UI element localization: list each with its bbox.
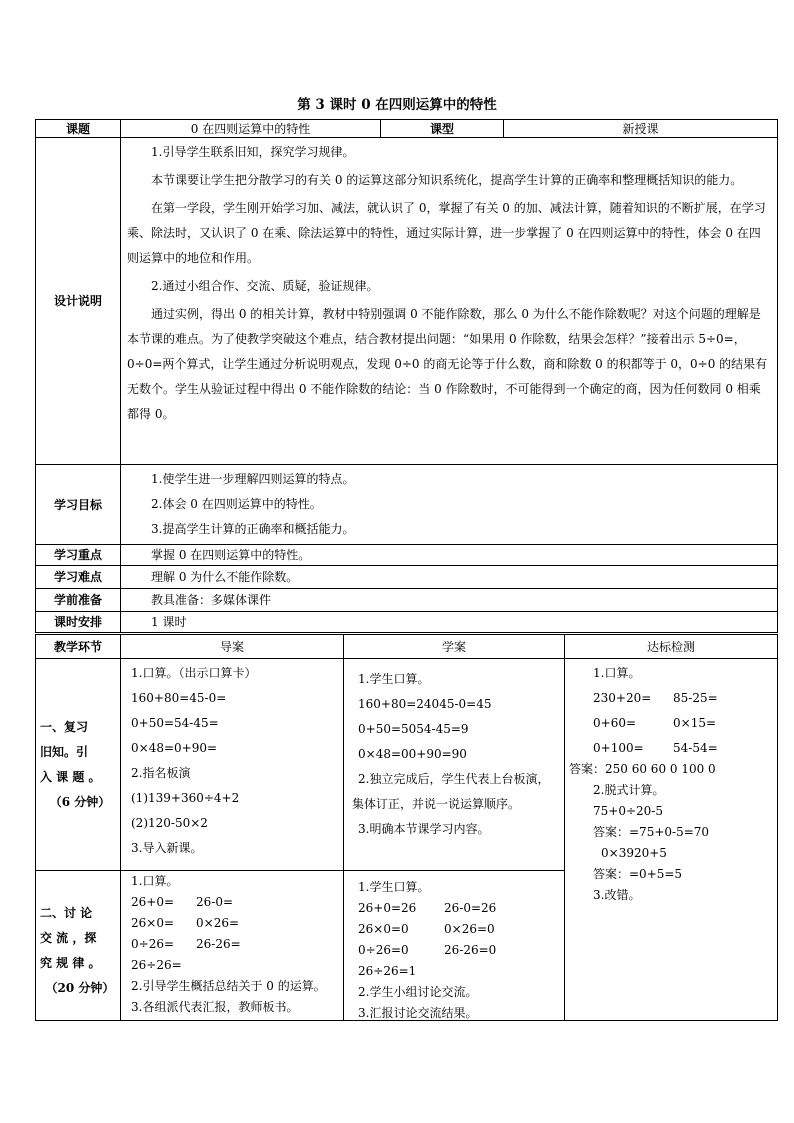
goals-content bbox=[121, 465, 778, 545]
design-content bbox=[121, 138, 778, 465]
guide-line: (1)139+360÷4+2 bbox=[131, 791, 240, 805]
guide-line: 26-0= bbox=[196, 895, 234, 909]
teaching-stages-table bbox=[35, 634, 778, 1021]
design-para-4: 2.通过小组合作、交流、质疑，验证规律。 bbox=[151, 279, 379, 293]
check-l1: 1.口算。 bbox=[593, 666, 641, 680]
check-a1: 230+20= bbox=[593, 691, 652, 705]
check-l3: 3.改错。 bbox=[593, 888, 641, 902]
stage2-label: 二、讨 论 交 流 ，探 究 规 律 。 （20 分钟） bbox=[36, 871, 121, 1021]
design-para-1: 1.引导学生联系旧知，探究学习规律。 bbox=[151, 145, 355, 159]
difficulty-value: 理解 0 为什么不能作除数。 bbox=[121, 566, 778, 589]
check-b3: 54-54= bbox=[673, 741, 718, 755]
stage2-guide bbox=[121, 871, 344, 1021]
label-type: 课型 bbox=[381, 120, 504, 138]
topic-value: 0 在四则运算中的特性 bbox=[121, 120, 381, 138]
goal-item: 2.体会 0 在四则运算中的特性。 bbox=[151, 497, 322, 511]
col-guide-header: 导案 bbox=[121, 635, 344, 659]
guide-line: 160+80=45-0= bbox=[131, 691, 227, 705]
study-line: 26-0=26 bbox=[444, 901, 497, 915]
guide-line: 2.指名板演 bbox=[131, 766, 191, 780]
design-para-3: 在第一学段，学生刚开始学习加、减法，就认识了 0，掌握了有关 0 的加、减法计算，随着知识的不断扩展，在学习乘、除法时，又认识了 0 在乘、除法运算中的特性，通过实际计算，进一步掌握了 0 在四则运算中的特性，体会 0 在四则运算中的地位和作用。 bbox=[127, 201, 766, 265]
check-b1: 85-25= bbox=[673, 691, 718, 705]
check-e2: 0×3920+5 bbox=[601, 846, 667, 860]
guide-line: 2.引导学生概括总结关于 0 的运算。 bbox=[131, 979, 326, 993]
study-line: 0÷26=0 bbox=[358, 943, 409, 957]
stage1-label: 一、复习 旧知。引 入 课 题 。 （6 分钟） bbox=[36, 659, 121, 871]
guide-line: 26÷26= bbox=[131, 958, 182, 972]
check-answer-2: 答案：=75+0-5=70 bbox=[593, 825, 710, 839]
label-goals: 学习目标 bbox=[36, 465, 121, 545]
lesson-info-table bbox=[35, 119, 778, 633]
label-key-point: 学习重点 bbox=[36, 545, 121, 566]
study-line: 0×26=0 bbox=[444, 922, 495, 936]
label-design: 设计说明 bbox=[36, 138, 121, 465]
guide-line: 1.口算。 bbox=[131, 874, 179, 888]
guide-line: 26+0= bbox=[131, 895, 175, 909]
goal-item: 1.使学生进一步理解四则运算的特点。 bbox=[151, 472, 355, 486]
study-line: 0+50=5054-45=9 bbox=[358, 722, 469, 736]
col-check-header: 达标检测 bbox=[565, 635, 778, 659]
check-answer-1: 答案：250 60 60 0 100 0 bbox=[569, 762, 716, 776]
study-line: 1.学生口算。 bbox=[358, 672, 430, 686]
study-line: 26÷26=1 bbox=[358, 964, 417, 978]
guide-line: 0×48=0+90= bbox=[131, 741, 218, 755]
design-para-2: 本节课要让学生把分散学习的有关 0 的运算这部分知识系统化，提高学生计算的正确率和整理概括知识的能力。 bbox=[151, 173, 743, 187]
study-line: 0×48=00+90=90 bbox=[358, 747, 467, 761]
study-line: 26-26=0 bbox=[444, 943, 497, 957]
study-line: 3.明确本节课学习内容。 bbox=[358, 822, 490, 836]
col-study-header: 学案 bbox=[344, 635, 565, 659]
label-schedule: 课时安排 bbox=[36, 612, 121, 633]
design-para-5: 通过实例，得出 0 的相关计算，教材中特别强调 0 不能作除数，那么 0 为什么不能作除数呢？对这个问题的理解是本节课的难点。为了使教学突破这个难点，结合教材提出问题：“如果用 0 作除数，结果会怎样？”接着出示 5÷0=，0÷0=两个算式，让学生通过分析说明观点，发现 0÷0 的商无论等于什么数，商和除数 0 的积都等于 0，0÷0 的结果有无数个。学生从验证过程中得出 0 不能作除数的结论：当 0 作除数时，不可能得到一个确定的商，因为任何数同 0 相乘都得 0。 bbox=[127, 307, 768, 421]
check-e1: 75+0÷20-5 bbox=[593, 804, 663, 818]
label-prep: 学前准备 bbox=[36, 589, 121, 612]
label-difficulty: 学习难点 bbox=[36, 566, 121, 589]
stage1-guide bbox=[121, 659, 344, 871]
guide-line: 3.各组派代表汇报，教师板书。 bbox=[131, 1000, 299, 1014]
guide-line: 1.口算。（出示口算卡） bbox=[131, 666, 257, 680]
guide-line: (2)120-50×2 bbox=[131, 816, 208, 830]
check-a2: 0+60= bbox=[593, 716, 637, 730]
check-answer-3: 答案：=0+5=5 bbox=[593, 867, 683, 881]
check-cell bbox=[565, 659, 778, 1021]
study-line: 1.学生口算。 bbox=[358, 880, 430, 894]
check-l2: 2.脱式计算。 bbox=[593, 783, 665, 797]
study-line: 2.学生小组讨论交流。 bbox=[358, 985, 478, 999]
study-line: 26×0=0 bbox=[358, 922, 409, 936]
study-line: 3.汇报讨论交流结果。 bbox=[358, 1006, 478, 1019]
check-a3: 0+100= bbox=[593, 741, 644, 755]
type-value: 新授课 bbox=[504, 120, 778, 138]
guide-line: 0+50=54-45= bbox=[131, 716, 219, 730]
stage1-study bbox=[344, 659, 565, 871]
guide-line: 3.导入新课。 bbox=[131, 841, 203, 855]
guide-line: 26×0= bbox=[131, 916, 175, 930]
study-line: 160+80=24045-0=45 bbox=[358, 697, 492, 711]
check-b2: 0×15= bbox=[673, 716, 717, 730]
study-line: 26+0=26 bbox=[358, 901, 417, 915]
guide-line: 0÷26= bbox=[131, 937, 175, 951]
study-line: 2.独立完成后，学生代表上台板演，集体订正，并说一说运算顺序。 bbox=[352, 772, 550, 811]
key-point-value: 掌握 0 在四则运算中的特性。 bbox=[121, 545, 778, 566]
stage2-study bbox=[344, 871, 565, 1021]
guide-line: 26-26= bbox=[196, 937, 241, 951]
label-topic: 课题 bbox=[36, 120, 121, 138]
schedule-value: 1 课时 bbox=[121, 612, 778, 633]
page-title: 第 3 课时 0 在四则运算中的特性 bbox=[297, 97, 497, 113]
label-stage: 教学环节 bbox=[36, 635, 121, 659]
prep-value: 教具准备：多媒体课件 bbox=[121, 589, 778, 612]
guide-line: 0×26= bbox=[196, 916, 240, 930]
goal-item: 3.提高学生计算的正确率和概括能力。 bbox=[151, 522, 355, 536]
